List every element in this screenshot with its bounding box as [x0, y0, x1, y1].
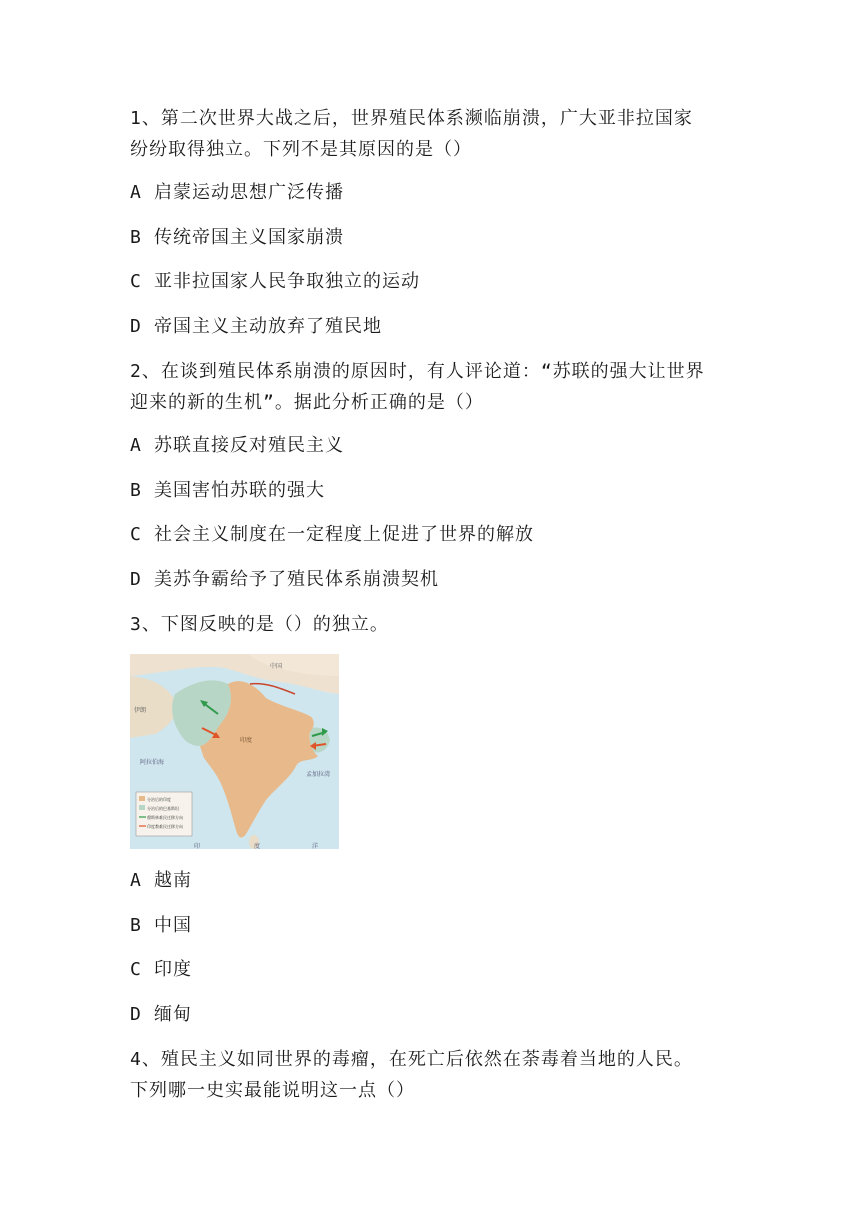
legend-swatch-pakistan: [139, 805, 145, 810]
question-2-stem: [130, 356, 740, 418]
question-1-option-d: D 帝国主义主动放弃了殖民地: [130, 316, 382, 337]
question-4-line-2: 下列哪一史实最能说明这一点（）: [130, 1080, 415, 1101]
question-1-option-b: B 传统帝国主义国家崩溃: [130, 227, 344, 248]
question-2-line-1: 2、在谈到殖民体系崩溃的原因时，有人评论道：“苏联的强大让世界: [130, 361, 705, 382]
india-partition-map: [130, 654, 339, 849]
question-1-option-c: C 亚非拉国家人民争取独立的运动: [130, 271, 420, 292]
map-label-center: 印度: [240, 737, 253, 744]
question-3-option-c: C 印度: [130, 959, 192, 980]
map-label-top: 中国: [270, 663, 283, 670]
map-label-sea-right: 孟加拉湾: [306, 771, 331, 778]
map-label-sea-left: 阿拉伯海: [140, 759, 165, 766]
question-3-option-b: B 中国: [130, 915, 192, 936]
question-3-stem: [130, 609, 740, 640]
map-label-bottom-a: 印: [194, 843, 201, 849]
map-image: [130, 654, 339, 849]
question-1-line-1: 1、第二次世界大战之后，世界殖民体系濒临崩溃，广大亚非拉国家: [130, 108, 693, 129]
question-1-option-a: A 启蒙运动思想广泛传播: [130, 182, 344, 203]
map-label-bottom-c: 洋: [312, 843, 319, 849]
question-2-option-b: B 美国害怕苏联的强大: [130, 480, 325, 501]
map-label-bottom-b: 度: [254, 843, 261, 849]
question-2-option-c: C 社会主义制度在一定程度上促进了世界的解放: [130, 524, 534, 545]
question-3-line-1: 3、下图反映的是（）的独立。: [130, 614, 389, 635]
map-legend: [136, 792, 192, 836]
legend-text-india: 分治后的印度: [147, 797, 171, 802]
question-1-stem: [130, 103, 740, 165]
question-4-stem: [130, 1044, 740, 1106]
question-3-option-d: D 缅甸: [130, 1004, 192, 1025]
question-3-option-a: A 越南: [130, 870, 192, 891]
legend-swatch-india: [139, 796, 145, 801]
question-2-line-2: 迎来的新的生机”。据此分析正确的是（）: [130, 392, 484, 413]
question-4-line-1: 4、殖民主义如同世界的毒瘤，在死亡后依然在荼毒着当地的人民。: [130, 1049, 693, 1070]
question-2-option-a: A 苏联直接反对殖民主义: [130, 435, 344, 456]
legend-text-hindu: 印度教难民迁移方向: [147, 824, 183, 829]
map-label-left: 伊朗: [134, 707, 147, 714]
legend-text-pakistan: 分治后的巴基斯坦: [147, 806, 179, 811]
legend-text-muslim: 穆斯林难民迁移方向: [147, 815, 183, 820]
question-1-line-2: 纷纷取得独立。下列不是其原因的是（）: [130, 139, 472, 160]
question-2-option-d: D 美苏争霸给予了殖民体系崩溃契机: [130, 569, 439, 590]
